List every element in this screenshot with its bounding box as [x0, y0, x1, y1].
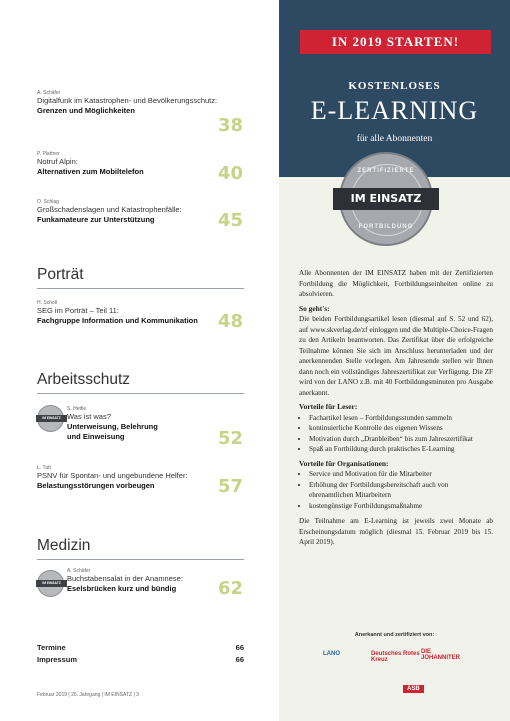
page-number: 38 — [217, 115, 243, 136]
list-item: • Spaß an Fortbildung durch praktisches E-Learning — [309, 444, 493, 455]
entry-subtitle: SEG im Porträt – Teil 11: — [37, 306, 119, 315]
page-number: 45 — [217, 210, 243, 231]
drk-logo: Deutsches Rotes Kreuz — [371, 651, 420, 663]
e-learning-ad — [279, 0, 510, 721]
toc-entry-was-ist-was[interactable] — [67, 406, 242, 442]
entry-author: A. Schäfer — [37, 90, 61, 96]
certification-label: Anerkannt und zertifiziert von: — [354, 632, 435, 638]
orgs-heading: Vorteile für Organisationen: — [299, 458, 389, 468]
im-einsatz-badge-icon: IM EINSATZ — [37, 405, 64, 432]
toc-footer-impressum[interactable] — [37, 655, 244, 664]
how-heading: So geht's: — [299, 303, 330, 313]
entry-subtitle: Buchstabensalat in der Anamnese: — [67, 574, 183, 583]
entry-title: Unterweisung, Belehrung und Einweisung — [67, 422, 158, 441]
ad-header — [279, 0, 510, 177]
asb-logo: ASB — [403, 685, 424, 693]
entry-title: Eselsbrücken kurz und bündig — [67, 584, 177, 593]
entry-title: Fachgruppe Information und Kommunikation — [37, 316, 198, 325]
ad-intro: Alle Abonnenten der IM EINSATZ haben mit der Zertifizierten Fortbildung die Möglichkeit, Fortbildungseinheiten online zu absolvieren. — [299, 269, 493, 298]
entry-title: Funkamateure zur Unterstützung — [37, 215, 155, 224]
page-number: 40 — [217, 163, 243, 184]
orgs-list — [299, 469, 493, 511]
readers-heading: Vorteile für Leser: — [299, 402, 358, 411]
entry-subtitle: Notruf Alpin: — [37, 157, 78, 166]
section-heading-portrait: Porträt — [37, 266, 84, 283]
section-divider — [37, 559, 244, 560]
how-text: Die beiden Fortbildungsartikel lesen (diesmal auf S. 52 und 62), auf www.skverlag.de/zf einloggen und die Multiple-Choice-Fragen zu den Artikeln beantworten. Das Zertifikat über die erfolgreiche Teilnahme können Sie sich im Anschluss herunterladen und der anerkennenden Stelle vorlegen. Am Jahresende stellen wir Ihnen dann noch ein vollständiges Jahreszertifikat zur Verfügung. Die ZF wird von der LANO z.B. mit 40 Fortbildungsminuten pro Ausgabe anerkannt. — [299, 315, 493, 397]
list-item: • kostengünstige Fortbildungsmaßnahme — [309, 501, 493, 512]
entry-title: Grenzen und Möglichkeiten — [37, 106, 135, 115]
entry-subtitle: Digitalfunk im Katastrophen- und Bevölkerungsschutz: — [37, 96, 218, 105]
ad-subline: für alle Abonnenten — [356, 134, 433, 144]
certification-seal-icon: ZERTIFIZIERTE IM EINSATZ FORTBILDUNG — [339, 152, 433, 246]
footer-page: 66 — [235, 655, 244, 664]
section-heading-arbeitsschutz: Arbeitsschutz — [37, 371, 131, 388]
section-divider — [37, 288, 244, 289]
ad-closing: Die Teilnahme am E-Learning ist jeweils zwei Monate ab Erscheinungsdatum möglich (diesmal 15. Februar 2019 bis 15. April 2019). — [299, 517, 493, 546]
ad-body — [299, 268, 493, 548]
entry-subtitle: Was ist was? — [67, 412, 111, 421]
entry-subtitle: PSNV für Spontan- und ungebundene Helfer: — [37, 471, 188, 480]
lano-logo: LANO — [323, 651, 340, 657]
footer-label: Termine — [37, 643, 66, 652]
list-item: • kontinuierliche Kontrolle des eigenen Wissens — [309, 423, 493, 434]
list-item: • Service und Motivation für die Mitarbeiter — [309, 469, 493, 480]
page-number: 48 — [217, 311, 243, 332]
entry-author: A. Schäfer — [67, 568, 91, 574]
footer-page: 66 — [235, 643, 244, 652]
entry-author: O. Schlag — [37, 199, 59, 205]
start-banner[interactable]: IN 2019 STARTEN! — [300, 30, 491, 54]
page-number: 57 — [217, 476, 243, 497]
list-item: • Motivation durch „Dranbleiben“ bis zum Jahreszertifikat — [309, 434, 493, 445]
page-number: 62 — [217, 578, 243, 599]
list-item: • Erhöhung der Fortbildungsbereitschaft auch von ehrenamtlichen Mitarbeitern — [309, 480, 493, 501]
list-item: • Fachartikel lesen – Fortbildungsstunden sammeln — [309, 413, 493, 424]
footer-label: Impressum — [37, 655, 78, 664]
entry-author: S. Hettle — [67, 406, 87, 412]
toc-entry-digitalfunk[interactable] — [37, 90, 259, 116]
toc-footer-termine[interactable] — [37, 643, 244, 652]
page-number: 52 — [217, 428, 243, 449]
entry-author: L. Tutt — [37, 465, 51, 471]
entry-author: P. Plattner — [37, 151, 60, 157]
entry-subtitle: Großschadenslagen und Katastrophenfälle: — [37, 205, 182, 214]
readers-list — [299, 413, 493, 455]
toc-entry-buchstabensalat[interactable] — [67, 568, 242, 594]
section-divider — [37, 393, 244, 394]
ad-headline: E-LEARNING — [310, 96, 479, 125]
page-footer: Februar 2019 | 26. Jahrgang | IM EINSATZ | 3 — [37, 692, 139, 698]
entry-title: Alternativen zum Mobiltelefon — [37, 167, 144, 176]
johanniter-logo: DIE JOHANNITER — [421, 649, 461, 661]
entry-title: Belastungsstörungen vorbeugen — [37, 481, 155, 490]
im-einsatz-badge-icon: IM EINSATZ — [37, 570, 64, 597]
entry-author: H. Scholl — [37, 300, 58, 306]
ad-kicker: KOSTENLOSES — [348, 80, 441, 92]
section-heading-medizin: Medizin — [37, 537, 91, 554]
